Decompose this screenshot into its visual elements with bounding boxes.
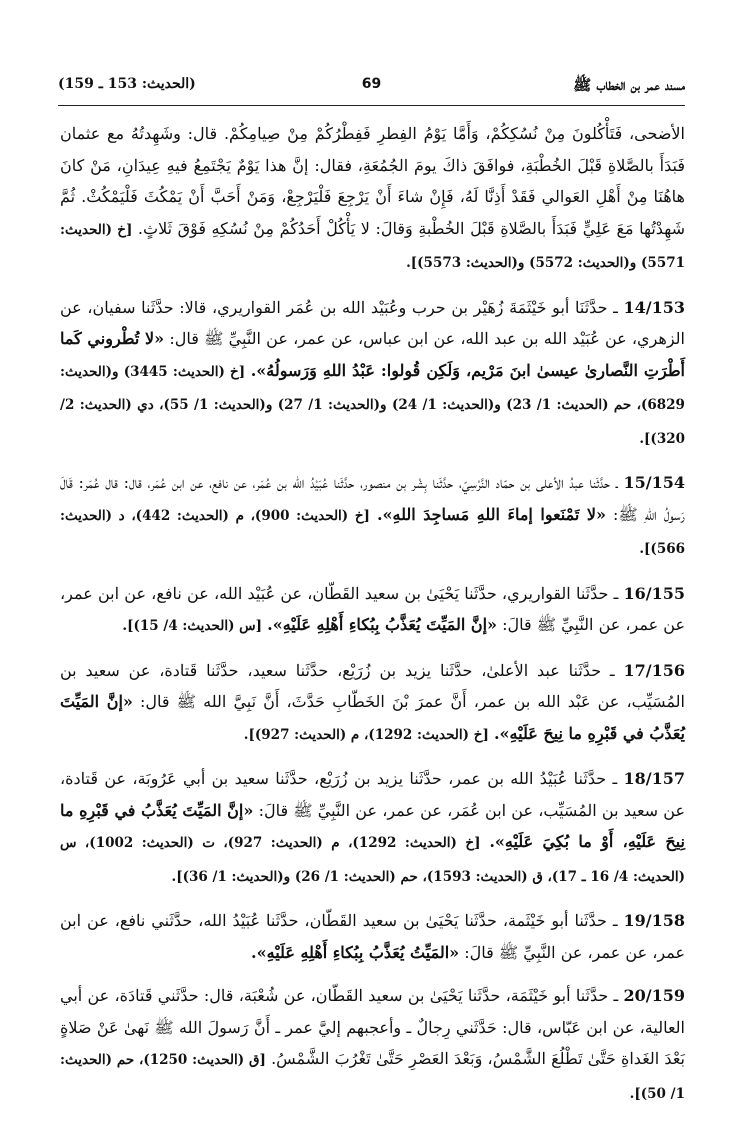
hadith-reference: [خ (الحديث: 1292)، م (الحديث: 927)]. [243, 726, 489, 743]
hadith-reference: [خ (الحديث: 1292)، م (الحديث: 927)، ت (الحديث: 1002)، س (الحديث: 4/ 16 ـ 17)، ق (الحديث: 1593)، حم (الحديث: 1/ 26) و(الحديث: 1/ 36)]. [60, 835, 685, 885]
hadith-text: ـ حدَّثَنا أبو خَيْثَمَة، حدَّثَنا يَحْيَىٰ بن سعيد القَطّان، عن شُعْبَة، قال: حدَّثَني قَتادَة، عن أبي العالية، عن ابن عَبّاس، قال: حَدَّثَني رِجالٌ ـ وأعجبهم إليَّ عمر ـ أَنَّ رَسولَ الله ﷺ نَهىٰ عَنْ صَلاةٍ بَعْدَ الغَداةِ حَتَّىٰ تَطْلُعَ الشَّمْسُ، وَبَعْدَ العَصْرِ حَتَّىٰ تَغْرُبَ الشَّمْسُ. [60, 986, 685, 1068]
hadith-paragraph [60, 763, 685, 893]
hadith-reference: [خ (الحديث: 900)، م (الحديث: 442)، د (الحديث: 566)]. [60, 507, 685, 557]
hadith-reference: [خ (الحديث: 3445) و(الحديث: 6829)، حم (الحديث: 1/ 23) و(الحديث: 1/ 24) و(الحديث: 1/ 27) و(الحديث: 1/ 55)، دي (الحديث: 2/ 320)]. [60, 363, 685, 447]
hadith-paragraph [60, 980, 685, 1110]
hadith-reference: [ق (الحديث: 1250)، حم (الحديث: 1/ 50)]. [60, 1052, 685, 1102]
prophetic-quote: «المَيِّتُ يُعَذَّبُ بِبُكاءِ أَهْلِهِ عَلَيْهِ». [251, 942, 460, 962]
prophetic-quote: «لا تُطْروني كَما أَطْرَتِ النَّصارىٰ عيسىٰ ابنَ مَرْيم، وَلَكِن قُولوا: عَبْدُ اللهِ وَرَسولُهُ». [60, 329, 685, 380]
hadith-paragraph [60, 655, 685, 752]
hadith-text: الأضحى، فَتَأْكُلونَ مِنْ نُسُكِكُمْ، وَأَمَّا يَوْمُ الفِطرِ فَفِطْرُكُمْ مِنْ صِيامِكُمْ. قال: وشَهِدتُهُ مع عثمان فَبَدَأَ بالصَّلاةِ قَبْلَ الخُطْبَةِ، فوافَقَ ذاكَ يومَ الجُمُعَةِ، فقال: إنَّ هذا يَوْمٌ يَجْتَمِعُ فيهِ عِيدَانِ، مَنْ كانَ هاهُنَا مِنْ أَهْلِ العَوالي فَقَدْ أَذِنَّا لَهُ، فَإِنْ شاءَ أَنْ يَرْجِعَ فَلْيَرْجِعْ، وَمَنْ أَحَبَّ أَنْ يَمْكُثَ فَلْيَمْكُثْ. ثُمَّ شَهِدْتُها مَعَ عَلِيٍّ فَبَدَأَ بالصَّلاةِ قَبْلَ الخُطْبةِ وَقالَ: لا يَأْكُلْ أَحَدُكُمْ مِنْ نُسُكِهِ فَوْقَ ثَلاثٍ. [60, 124, 686, 238]
page-number: 69 [361, 76, 382, 92]
hadith-number: 17/156 [623, 660, 685, 680]
hadith-text: ـ حدَّثَنَا أبو خَيْثَمَةَ زُهَيْر بن حرب وعُبَيْد الله بن عُمَر القواريري، قالا: حدَّثَنا سفيان، عن الزهري، عن عُبَيْد الله بن عبد الله، عن ابن عباس، عن عمر، عن النَّبِيِّ ﷺ قال: [60, 297, 685, 348]
hadith-number: 16/155 [623, 583, 685, 603]
hadith-paragraph [60, 292, 685, 456]
header-rule [58, 105, 685, 106]
hadith-text: ـ حدَّثَنا عبد الأعلىٰ، حدَّثَنا يزيد بن زُرَيْع، حدَّثَنا سعيد، حدَّثَنا قَتادة، عن سعيد بن المُسَيِّب، عن عَبْد الله بن عمر، أَنَّ عمرَ بْنَ الخَطّابِ حَدَّثَ، أَنَّ نَبِيَّ الله ﷺ قال: [60, 660, 685, 711]
hadith-paragraph [60, 467, 685, 566]
prophetic-quote: «إنَّ المَيِّتَ يُعَذَّبُ في قَبْرِهِ ما نِيحَ عَلَيْهِ، أَوْ ما بُكِيَ عَلَيْهِ». [60, 800, 685, 851]
hadith-text: ـ حدَّثَنا أبو خَيْثَمة، حدَّثَنا يَحْيَىٰ بن سعيد القَطّان، حدَّثَنا عُبَيْدُ الله، حدَّثَني نافع، عن ابن عمر، عن عمر، عن النَّبِيِّ ﷺ قالَ: [60, 911, 685, 962]
hadith-paragraph [60, 118, 685, 280]
hadith-reference: [س (الحديث: 4/ 15)]. [122, 618, 263, 634]
page-header [58, 66, 685, 106]
hadith-number: 18/157 [623, 769, 686, 788]
hadith-number: 14/153 [623, 297, 685, 317]
hadith-range: (الحديث: 153 ـ 159) [58, 76, 196, 92]
hadith-number: 19/158 [623, 911, 685, 930]
prophetic-quote: «إنَّ المَيِّتَ يُعَذَّبُ بِبُكاءِ أَهْلِهِ عَلَيْهِ». [267, 615, 498, 634]
hadith-text: ـ حدَّثَنا عبدُ الأعلى بن حمّاد النَّرْسِيّ، حدَّثَنا بِشْر بن منصور، حدَّثَنا عُبَيْدُ الله بن عُمَر، عن نافع، عن ابن عُمَر، قال: قال عُمَر: قَالَ رَسولُ اللهِ ﷺ: [60, 473, 685, 524]
hadith-paragraph [60, 905, 685, 968]
book-title: مسند عمر بن الخطاب ﷺ [573, 76, 685, 94]
page-content [60, 118, 685, 1122]
hadith-text: ـ حدَّثَنا عُبَيْدُ الله بن عمر، حدَّثَنا يزيد بن زُرَيْع، حدَّثَنا سعيد بن أبي عَرُوبَة، عن قَتادة، عن سعيد بن المُسَيِّب، عن ابن عُمَر، عن عمر، عن النَّبِيِّ ﷺ قالَ: [60, 769, 685, 820]
prophetic-quote: «لا تَمْنَعوا إماءَ اللهِ مَساجِدَ اللهِ». [376, 504, 606, 524]
prophetic-quote: «إنَّ المَيِّتَ يُعَذَّبُ في قَبْرِهِ ما نِيحَ عَلَيْهِ». [60, 692, 685, 743]
hadith-reference: [خ (الحديث: 5571) و(الحديث: 5572) و(الحديث: 5573)]. [60, 221, 685, 271]
hadith-paragraph [60, 578, 685, 643]
hadith-number: 20/159 [623, 986, 685, 1005]
hadith-number: 15/154 [623, 473, 686, 492]
hadith-text: ـ حدَّثَنا القواريري، حدَّثَنا يَحْيَىٰ بن سعيد القَطّان، عن عُبَيْد الله، عن نافع، عن ابن عمر، عن عمر، عن النَّبِيِّ ﷺ قالَ: [60, 583, 685, 634]
